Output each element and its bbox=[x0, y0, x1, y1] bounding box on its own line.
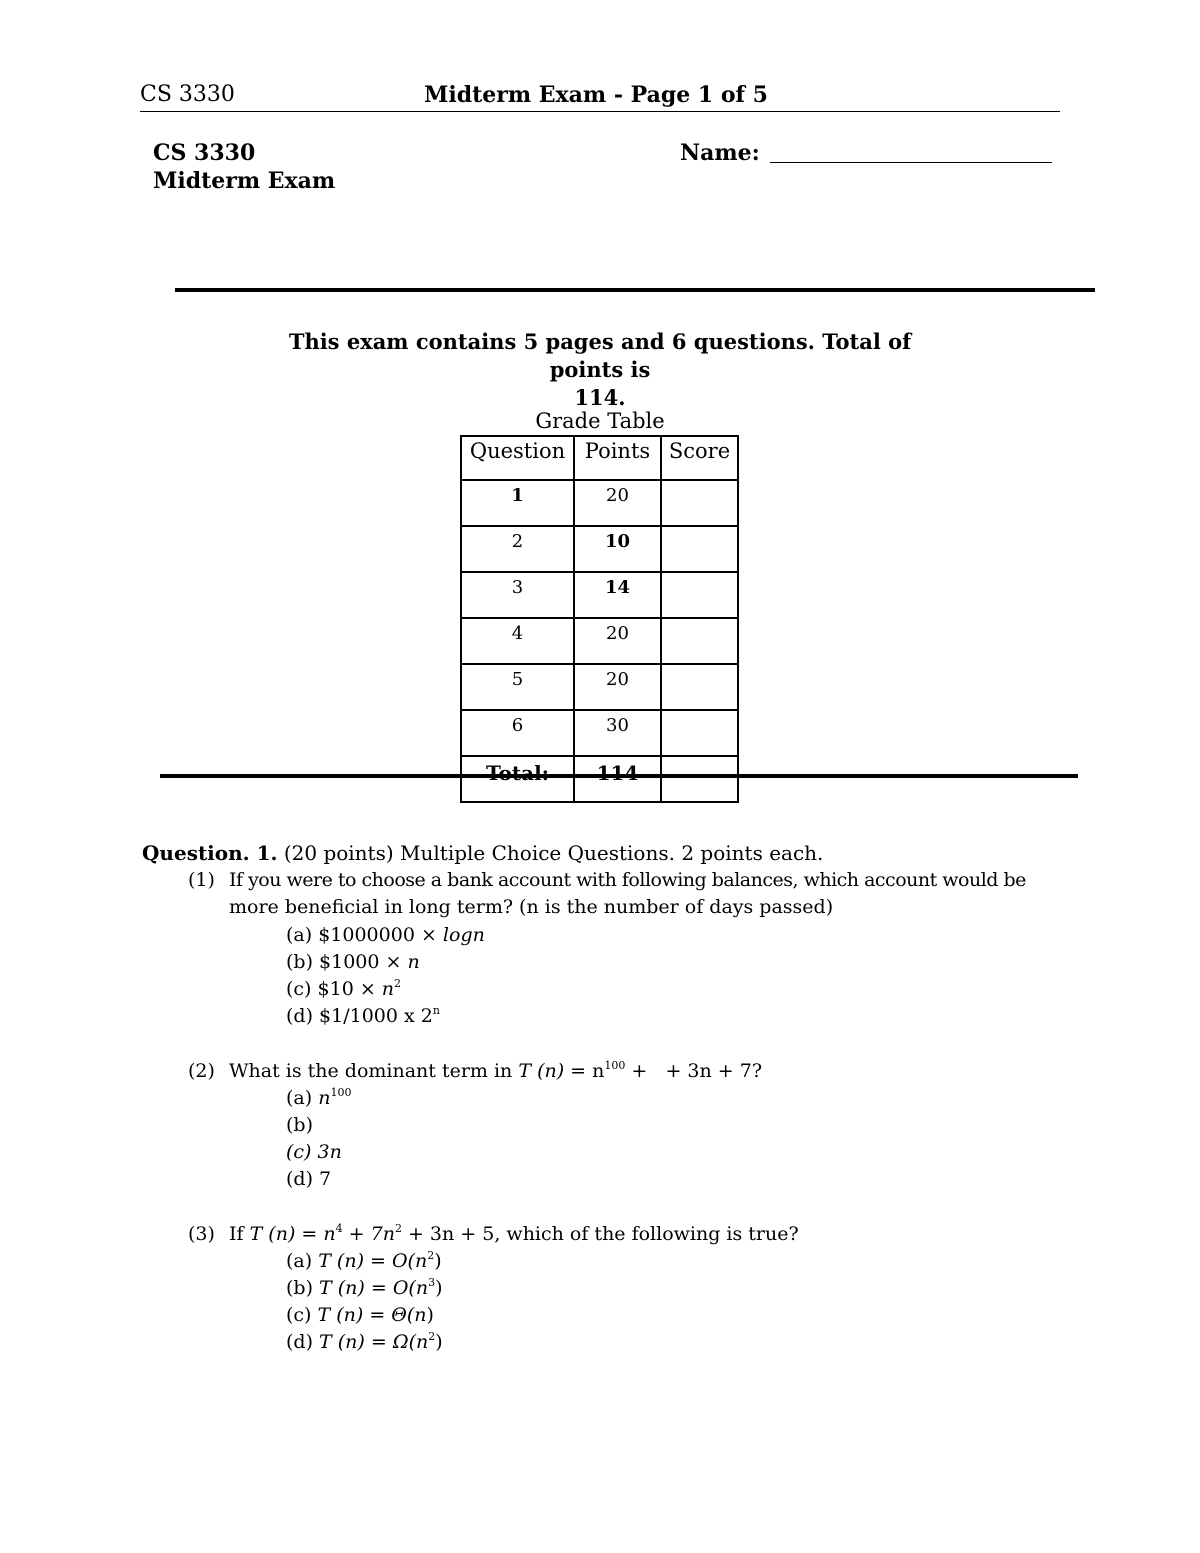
item-1-text-line-2: more beneficial in long term? (n is the number of days passed) bbox=[229, 896, 834, 918]
question-number: 6 bbox=[461, 710, 574, 756]
points-value: 10 bbox=[574, 526, 661, 572]
total-label: Total: bbox=[461, 756, 574, 802]
option-lhs: T (n) bbox=[317, 1304, 364, 1326]
option-text: $1000 × bbox=[319, 951, 408, 973]
total-row bbox=[461, 756, 738, 802]
item-2-option-b[interactable] bbox=[286, 1114, 313, 1136]
item-3-option-a[interactable]: (a) T $(n) = O(n^2)$ bbox=[286, 1249, 442, 1272]
item-1-number: (1) bbox=[188, 869, 215, 891]
points-value: 30 bbox=[574, 710, 661, 756]
option-close: ) bbox=[426, 1304, 434, 1326]
intro-line-2: 114. bbox=[574, 385, 626, 410]
option-math: 3n bbox=[317, 1141, 342, 1163]
total-points: 114 bbox=[574, 756, 661, 802]
item-1-text-line-1: If you were to choose a bank account with following balances, which account would be bbox=[229, 869, 1026, 891]
item-1-option-a[interactable] bbox=[286, 924, 485, 946]
item-3-option-d[interactable]: (d) T $(n) = \Omega(n^2)$ bbox=[286, 1330, 443, 1353]
points-value: 20 bbox=[574, 480, 661, 526]
grade-table-header-row bbox=[461, 436, 738, 480]
item-2-stem bbox=[229, 1060, 762, 1082]
question-1-label: Question. 1. bbox=[142, 841, 278, 865]
item-3-option-c[interactable]: (c) T (n) = Θ(n) bbox=[286, 1304, 434, 1326]
item-1-option-d[interactable] bbox=[286, 1005, 440, 1027]
total-score-cell[interactable] bbox=[661, 756, 738, 802]
option-rhs: O(n bbox=[391, 1250, 428, 1272]
intro-text bbox=[260, 328, 940, 412]
table-row bbox=[461, 664, 738, 710]
option-label: (c) bbox=[286, 1141, 312, 1163]
stem-suffix: + + 3n + 7? bbox=[625, 1060, 763, 1082]
option-math: 7 bbox=[319, 1168, 332, 1190]
stem-T: T bbox=[518, 1060, 532, 1082]
item-1-option-b[interactable] bbox=[286, 951, 420, 973]
score-cell[interactable] bbox=[661, 710, 738, 756]
stem-prefix: If bbox=[229, 1223, 250, 1245]
option-label: (d) bbox=[286, 1331, 313, 1353]
option-rhs: Ω(n bbox=[392, 1331, 429, 1353]
header-score: Score bbox=[661, 436, 738, 480]
stem-end: + 3n + 5, which of the following is true? bbox=[401, 1223, 799, 1245]
option-label: (c) bbox=[286, 978, 312, 1000]
option-sup: n bbox=[432, 1004, 440, 1017]
top-thick-rule bbox=[175, 288, 1095, 292]
header-question: Question bbox=[461, 436, 574, 480]
item-2-number: (2) bbox=[188, 1060, 215, 1082]
option-label: (a) bbox=[286, 1250, 313, 1272]
option-close: ) bbox=[435, 1277, 443, 1299]
stem-sup-1: 4 bbox=[335, 1222, 343, 1235]
option-close: ) bbox=[434, 1250, 442, 1272]
header-rule bbox=[140, 111, 1060, 112]
option-sup: 2 bbox=[427, 1249, 435, 1262]
table-row bbox=[461, 710, 738, 756]
option-lhs: T (n) bbox=[319, 1331, 365, 1353]
grade-table bbox=[460, 435, 739, 803]
item-3-number: (3) bbox=[188, 1223, 215, 1245]
option-lhs: T (n) bbox=[318, 1250, 364, 1272]
option-label: (b) bbox=[286, 1114, 313, 1136]
item-3-option-b[interactable]: (b) T $(n) = O(n^3)$ bbox=[286, 1276, 443, 1299]
table-row bbox=[461, 572, 738, 618]
question-number: 2 bbox=[461, 526, 574, 572]
option-label: (a) bbox=[286, 1087, 313, 1109]
option-label: (b) bbox=[286, 951, 313, 973]
stem-T: T (n) bbox=[249, 1223, 296, 1245]
option-sup: 100 bbox=[330, 1086, 352, 1099]
grade-table-caption: Grade Table bbox=[535, 409, 665, 433]
score-cell[interactable] bbox=[661, 618, 738, 664]
header-page-label: Midterm Exam - Page 1 of 5 bbox=[424, 82, 768, 108]
option-label: (b) bbox=[286, 1277, 313, 1299]
option-sup: 2 bbox=[428, 1330, 436, 1343]
option-text: $1000000 × bbox=[318, 924, 443, 946]
question-1-description: (20 points) Multiple Choice Questions. 2 points each. bbox=[283, 841, 824, 865]
title-course: CS 3330 bbox=[153, 140, 256, 166]
question-number: 4 bbox=[461, 618, 574, 664]
item-2-option-d[interactable] bbox=[286, 1168, 331, 1190]
item-2-option-a[interactable] bbox=[286, 1087, 351, 1109]
option-label: (c) bbox=[286, 1304, 312, 1326]
option-text: $10 × bbox=[317, 978, 382, 1000]
option-math: logn bbox=[442, 924, 485, 946]
points-value: 20 bbox=[574, 664, 661, 710]
stem-prefix: What is the dominant term in bbox=[229, 1060, 519, 1082]
name-field[interactable] bbox=[770, 162, 1052, 163]
title-exam: Midterm Exam bbox=[153, 168, 336, 194]
header-points: Points bbox=[574, 436, 661, 480]
table-row bbox=[461, 480, 738, 526]
header-course: CS 3330 bbox=[140, 82, 235, 107]
option-close: ) bbox=[435, 1331, 443, 1353]
item-1-option-c[interactable] bbox=[286, 978, 401, 1000]
stem-mid: + 7n bbox=[342, 1223, 395, 1245]
question-number: 3 bbox=[461, 572, 574, 618]
bottom-thick-rule bbox=[160, 774, 1078, 778]
option-math: n bbox=[318, 1087, 331, 1109]
option-lhs: T (n) bbox=[319, 1277, 365, 1299]
item-2-option-c[interactable] bbox=[286, 1141, 342, 1163]
stem-eq: = n bbox=[564, 1060, 605, 1082]
table-row bbox=[461, 618, 738, 664]
option-rhs: O(n bbox=[392, 1277, 429, 1299]
option-label: (d) bbox=[286, 1168, 313, 1190]
intro-line-1: This exam contains 5 pages and 6 questions. Total of points is bbox=[288, 329, 912, 382]
stem-sup-2: 2 bbox=[394, 1222, 402, 1235]
option-label: (a) bbox=[286, 924, 313, 946]
question-number: 1 bbox=[461, 480, 574, 526]
question-number: 5 bbox=[461, 664, 574, 710]
score-cell[interactable] bbox=[661, 664, 738, 710]
option-text: $1/1000 x 2 bbox=[319, 1005, 433, 1027]
stem-eq: = n bbox=[295, 1223, 336, 1245]
score-cell[interactable] bbox=[661, 526, 738, 572]
option-sup: 3 bbox=[428, 1276, 436, 1289]
option-math: n bbox=[381, 978, 395, 1000]
table-row bbox=[461, 526, 738, 572]
option-rhs: Θ(n bbox=[391, 1304, 427, 1326]
score-cell[interactable] bbox=[661, 480, 738, 526]
option-sup: 2 bbox=[394, 977, 402, 990]
points-value: 20 bbox=[574, 618, 661, 664]
stem-n: (n) bbox=[537, 1060, 565, 1082]
name-label: Name: bbox=[680, 140, 760, 166]
question-1-heading bbox=[142, 840, 823, 867]
score-cell[interactable] bbox=[661, 572, 738, 618]
stem-sup: 100 bbox=[604, 1059, 626, 1072]
item-3-stem bbox=[229, 1223, 799, 1245]
option-label: (d) bbox=[286, 1005, 313, 1027]
option-math: n bbox=[407, 951, 420, 973]
points-value: 14 bbox=[574, 572, 661, 618]
